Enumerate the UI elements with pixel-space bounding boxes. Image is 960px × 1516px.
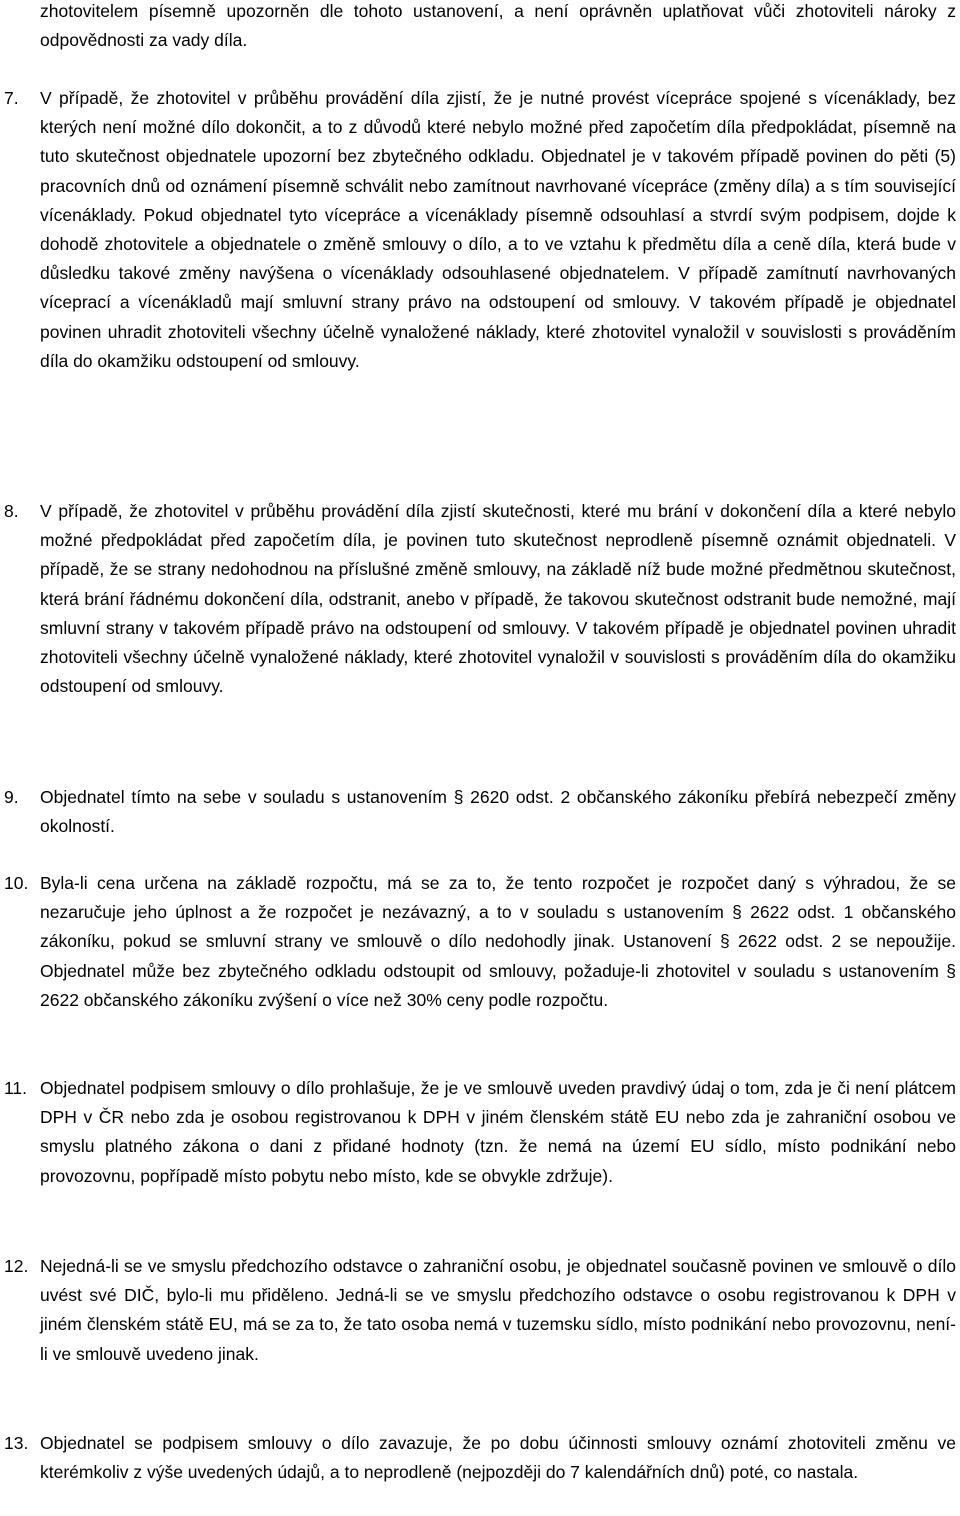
paragraph-continuation (0, 0, 956, 55)
paragraph-number: 12. (4, 1256, 29, 1276)
paragraph-number: 11. (4, 1078, 28, 1098)
paragraph-8 (0, 497, 956, 701)
paragraph-text: Objednatel tímto na sebe v souladu s ustanovením § 2620 odst. 2 občanského zákoníku přebírá nebezpečí změny okolností. (40, 787, 956, 837)
paragraph-number: 7. (4, 88, 19, 108)
paragraph-12 (0, 1252, 956, 1369)
paragraph-10 (0, 869, 956, 1015)
paragraph-text: zhotovitelem písemně upozorněn dle tohoto ustanovení, a není oprávněn uplatňovat vůči zhotoviteli nároky z odpovědnosti za vady díla. (40, 1, 956, 51)
paragraph-text: Objednatel podpisem smlouvy o dílo prohlašuje, že je ve smlouvě uveden pravdivý údaj o tom, zda je či není plátcem DPH v ČR nebo zda je osobou registrovanou k DPH v jiném členském státě EU nebo zda je zahraniční osobou ve smyslu platného zákona o dani z přidané hodnoty (tzn. že nemá na území EU sídlo, místo podnikání nebo provozovnu, popřípadě místo pobytu nebo místo, kde se obvykle zdržuje). (40, 1078, 956, 1186)
paragraph-number: 8. (4, 501, 19, 521)
paragraph-text: V případě, že zhotovitel v průběhu provádění díla zjistí, že je nutné provést vícepráce spojené s vícenáklady, bez kterých není možné dílo dokončit, a to z důvodů které nebylo možné před započetím díla předpokládat, písemně na tuto skutečnost objednatele upozorní bez zbytečného odkladu. Objednatel je v takovém případě povinen do pěti (5) pracovních dnů od oznámení písemně schválit nebo zamítnout navrhované vícepráce (změny díla) a s tím související vícenáklady. Pokud objednatel tyto vícepráce a vícenáklady písemně odsouhlasí a stvrdí svým podpisem, dojde k dohodě zhotovitele a objednatele o změně smlouvy o dílo, a to ve vztahu k předmětu díla a ceně díla, která bude v důsledku takové změny navýšena o vícenáklady odsouhlasené objednatelem. V případě zamítnutí navrhovaných víceprací a vícenákladů mají smluvní strany právo na odstoupení od smlouvy. V takovém případě je objednatel povinen uhradit zhotoviteli všechny účelně vynaložené náklady, které zhotovitel vynaložil v souvislosti s prováděním díla do okamžiku odstoupení od smlouvy. (40, 88, 956, 371)
paragraph-text: V případě, že zhotovitel v průběhu provádění díla zjistí skutečnosti, které mu brání v dokončení díla a které nebylo možné předpokládat před započetím díla, je povinen tuto skutečnost neprodleně písemně oznámit objednateli. V případě, že se strany nedohodnou na příslušné změně smlouvy, na základě níž bude možné předmětnou skutečnost, která brání řádnému dokončení díla, odstranit, anebo v případě, že takovou skutečnost odstranit bude nemožné, mají smluvní strany v takovém případě právo na odstoupení od smlouvy. V takovém případě je objednatel povinen uhradit zhotoviteli všechny účelně vynaložené náklady, které zhotovitel vynaložil v souvislosti s prováděním díla do okamžiku odstoupení od smlouvy. (40, 501, 956, 697)
paragraph-9 (0, 783, 956, 841)
paragraph-11 (0, 1074, 956, 1191)
paragraph-7 (0, 84, 956, 376)
paragraph-text: Byla-li cena určena na základě rozpočtu, má se za to, že tento rozpočet je rozpočet daný s výhradou, že se nezaručuje jeho úplnost a že rozpočet je nezávazný, a to v souladu s ustanovením § 2622 odst. 1 občanského zákoníku, pokud se smluvní strany ve smlouvě o dílo nedohodly jinak. Ustanovení § 2622 odst. 2 se nepoužije. Objednatel může bez zbytečného odkladu odstoupit od smlouvy, požaduje-li zhotovitel v souladu s ustanovením § 2622 občanského zákoníku zvýšení o více než 30% ceny podle rozpočtu. (40, 873, 956, 1010)
paragraph-text: Nejedná-li se ve smyslu předchozího odstavce o zahraniční osobu, je objednatel současně povinen ve smlouvě o dílo uvést své DIČ, bylo-li mu přiděleno. Jedná-li se ve smyslu předchozího odstavce o osobu registrovanou k DPH v jiném členském státě EU, má se za to, že tato osoba nemá v tuzemsku sídlo, místo podnikání nebo provozovnu, není-li ve smlouvě uvedeno jinak. (40, 1256, 956, 1364)
paragraph-text: Objednatel se podpisem smlouvy o dílo zavazuje, že po dobu účinnosti smlouvy oznámí zhotoviteli změnu ve kterémkoliv z výše uvedených údajů, a to neprodleně (nejpozději do 7 kalendářních dnů) poté, co nastala. (40, 1433, 956, 1483)
paragraph-number: 9. (4, 787, 19, 807)
paragraph-number: 10. (4, 873, 29, 893)
paragraph-number: 13. (4, 1433, 29, 1453)
paragraph-13 (0, 1429, 956, 1487)
